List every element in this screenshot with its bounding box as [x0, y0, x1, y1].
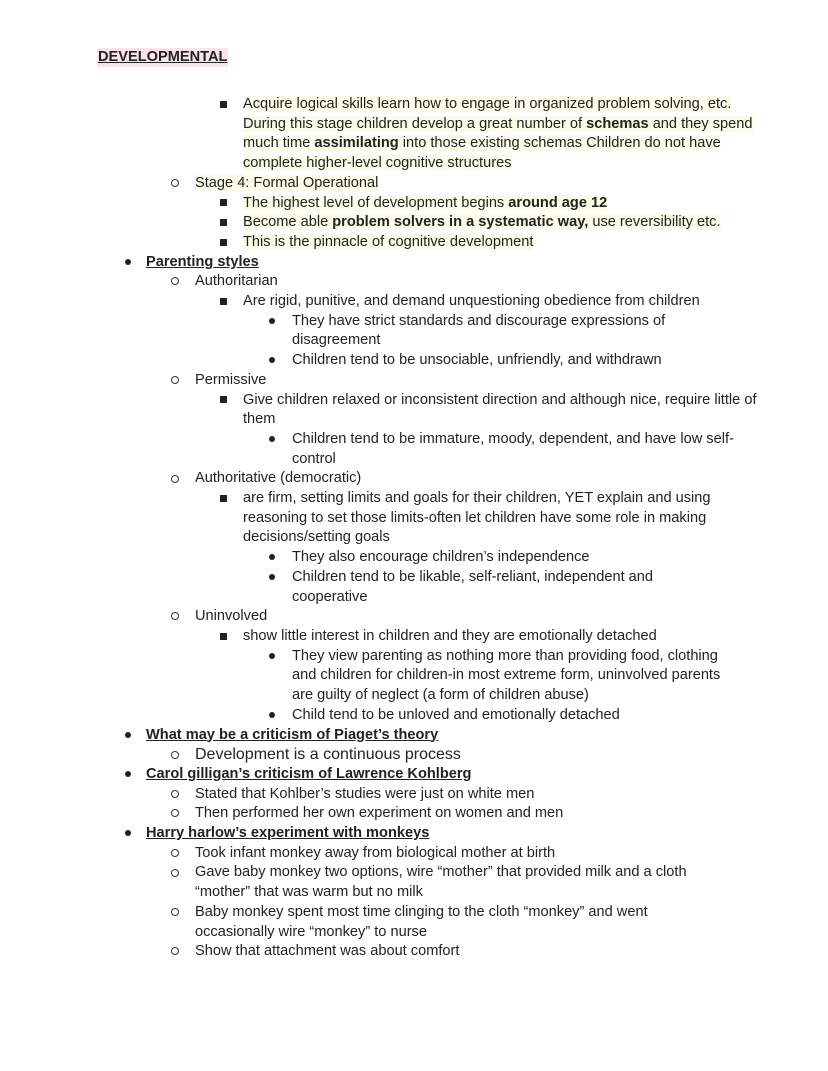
square-bullet-icon [213, 391, 233, 411]
square-bullet-icon [213, 489, 233, 509]
section-parenting-styles [0, 253, 828, 273]
list-item: Give children relaxed or inconsistent direction and although nice, require little of them [0, 391, 828, 430]
list-item: Then performed her own experiment on women and men [0, 804, 828, 824]
list-item-authoritarian: Authoritarian [0, 272, 828, 292]
square-bullet-icon [213, 95, 233, 115]
disc-bullet-icon [118, 726, 138, 746]
list-item-authoritative: Authoritative (democratic) [0, 469, 828, 489]
circle-bullet-icon [165, 174, 185, 194]
list-item-permissive: Permissive [0, 371, 828, 391]
list-item-stage4: Stage 4: Formal Operational [0, 174, 828, 194]
list-item: Acquire logical skills learn how to engage in organized problem solving, etc. During this stage children develop a great number of schemas and they spend much time assimilating into those existing schemas Children do not have complete higher-level cognitive structures [0, 95, 828, 174]
circle-bullet-icon [165, 903, 185, 923]
list-item: show little interest in children and they are emotionally detached [0, 627, 828, 647]
square-bullet-icon [213, 194, 233, 214]
list-item: Are rigid, punitive, and demand unquestioning obedience from children [0, 292, 828, 312]
list-item: Stated that Kohlber’s studies were just on white men [0, 785, 828, 805]
list-item: Took infant monkey away from biological mother at birth [0, 844, 828, 864]
circle-bullet-icon [165, 785, 185, 805]
section-piaget-criticism [0, 726, 828, 746]
square-bullet-icon [213, 213, 233, 233]
section-heading: Parenting styles [146, 253, 259, 270]
list-item: Baby monkey spent most time clinging to the cloth “monkey” and went occasionally wire “monkey” to nurse [0, 903, 828, 942]
disc-bullet-icon [262, 312, 282, 332]
list-item: Children tend to be unsociable, unfriendly, and withdrawn [0, 351, 828, 371]
disc-bullet-icon [118, 765, 138, 785]
disc-bullet-icon [262, 548, 282, 568]
square-bullet-icon [213, 292, 233, 312]
list-item: Development is a continuous process [0, 745, 828, 765]
square-bullet-icon [213, 627, 233, 647]
circle-bullet-icon [165, 272, 185, 292]
circle-bullet-icon [165, 371, 185, 391]
section-heading: Harry harlow’s experiment with monkeys [146, 825, 430, 842]
square-bullet-icon [213, 233, 233, 253]
section-gilligan [0, 765, 828, 785]
list-item-uninvolved: Uninvolved [0, 607, 828, 627]
list-item: They also encourage children’s independence [0, 548, 828, 568]
disc-bullet-icon [262, 351, 282, 371]
circle-bullet-icon [165, 863, 185, 883]
circle-bullet-icon [165, 469, 185, 489]
section-heading: Carol gilligan’s criticism of Lawrence Kohlberg [146, 765, 472, 782]
disc-bullet-icon [262, 430, 282, 450]
list-item: They view parenting as nothing more than providing food, clothing and children for children-in most extreme form, uninvolved parents are guilty of neglect (a form of children abuse) [0, 647, 828, 706]
list-item: The highest level of development begins around age 12 [0, 194, 828, 214]
circle-bullet-icon [165, 745, 185, 765]
list-item: They have strict standards and discourage expressions of disagreement [0, 312, 828, 351]
list-item: Show that attachment was about comfort [0, 942, 828, 962]
page-title: DEVELOPMENTAL [98, 49, 228, 65]
list-item: Children tend to be likable, self-reliant, independent and cooperative [0, 568, 828, 607]
section-harlow [0, 824, 828, 844]
circle-bullet-icon [165, 607, 185, 627]
circle-bullet-icon [165, 804, 185, 824]
disc-bullet-icon [262, 706, 282, 726]
disc-bullet-icon [262, 647, 282, 667]
circle-bullet-icon [165, 942, 185, 962]
list-item: Gave baby monkey two options, wire “mother” that provided milk and a cloth “mother” that was warm but no milk [0, 863, 828, 902]
disc-bullet-icon [118, 824, 138, 844]
list-item: Children tend to be immature, moody, dependent, and have low self-control [0, 430, 828, 469]
disc-bullet-icon [262, 568, 282, 588]
section-heading: What may be a criticism of Piaget’s theory [146, 726, 439, 743]
list-item: This is the pinnacle of cognitive development [0, 233, 828, 253]
list-item: are firm, setting limits and goals for their children, YET explain and using reasoning to set those limits-often let children have some role in making decisions/setting goals [0, 489, 828, 548]
disc-bullet-icon [118, 253, 138, 273]
notes-body [0, 95, 828, 962]
list-item: Become able problem solvers in a systematic way, use reversibility etc. [0, 213, 828, 233]
circle-bullet-icon [165, 844, 185, 864]
list-item: Child tend to be unloved and emotionally detached [0, 706, 828, 726]
